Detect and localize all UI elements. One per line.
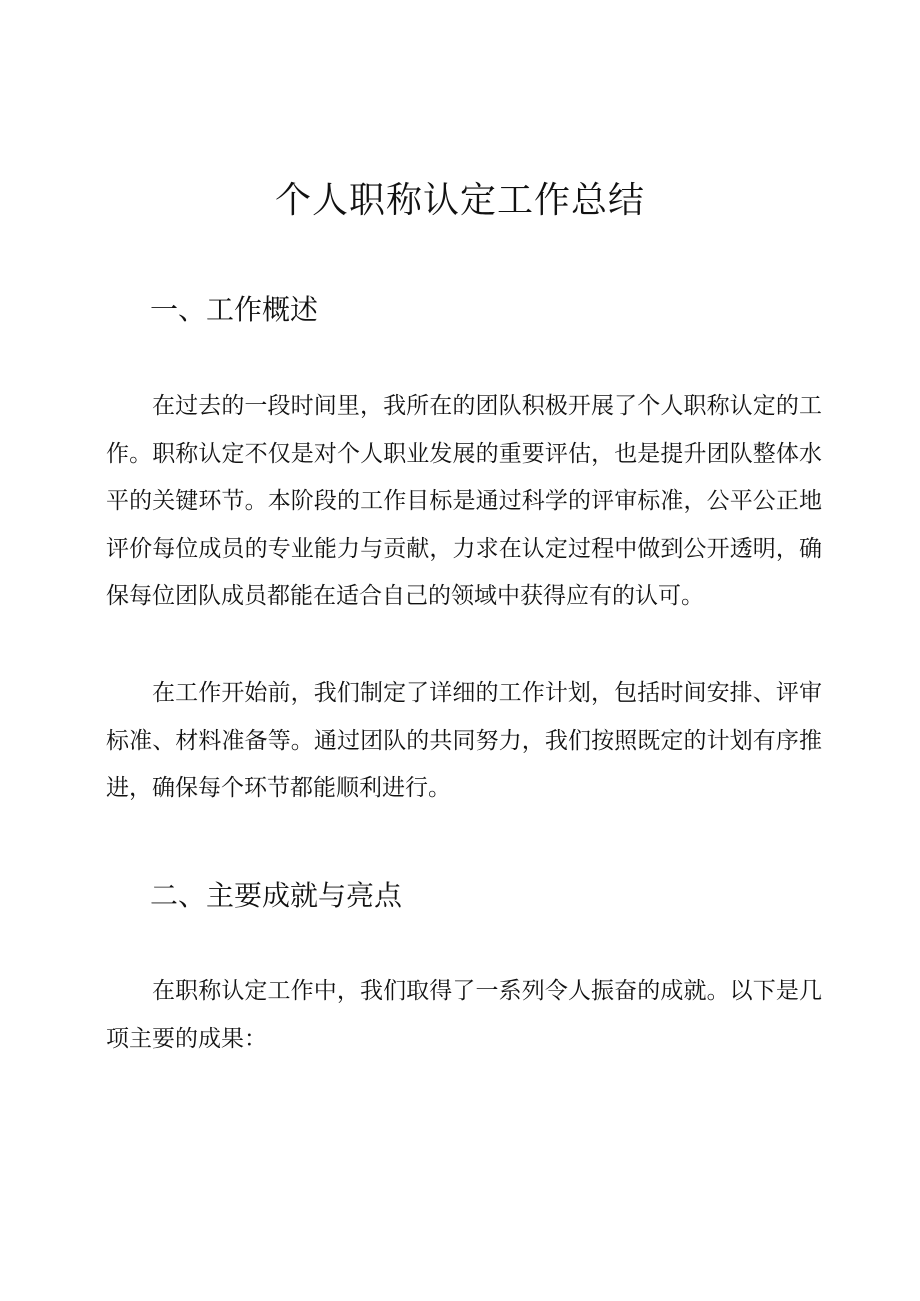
paragraph-overview-2: 在工作开始前，我们制定了详细的工作计划，包括时间安排、评审标准、材料准备等。通过团队的共同努力，我们按照既定的计划有序推进，确保每个环节都能顺利进行。 bbox=[106, 680, 822, 801]
section-heading-overview: 一、工作概述 bbox=[150, 293, 319, 326]
section-heading-achievements: 二、主要成就与亮点 bbox=[150, 879, 403, 912]
paragraph-achievements-1: 在职称认定工作中，我们取得了一系列令人振奋的成就。以下是几项主要的成果： bbox=[106, 978, 822, 1052]
document-title: 个人职称认定工作总结 bbox=[274, 180, 645, 221]
paragraph-overview-1: 在过去的一段时间里，我所在的团队积极开展了个人职称认定的工作。职称认定不仅是对个人职业发展的重要评估，也是提升团队整体水平的关键环节。本阶段的工作目标是通过科学的评审标准，公平公正地评价每位成员的专业能力与贡献，力求在认定过程中做到公开透明，确保每位团队成员都能在适合自己的领域中获得应有的认可。 bbox=[106, 393, 822, 609]
